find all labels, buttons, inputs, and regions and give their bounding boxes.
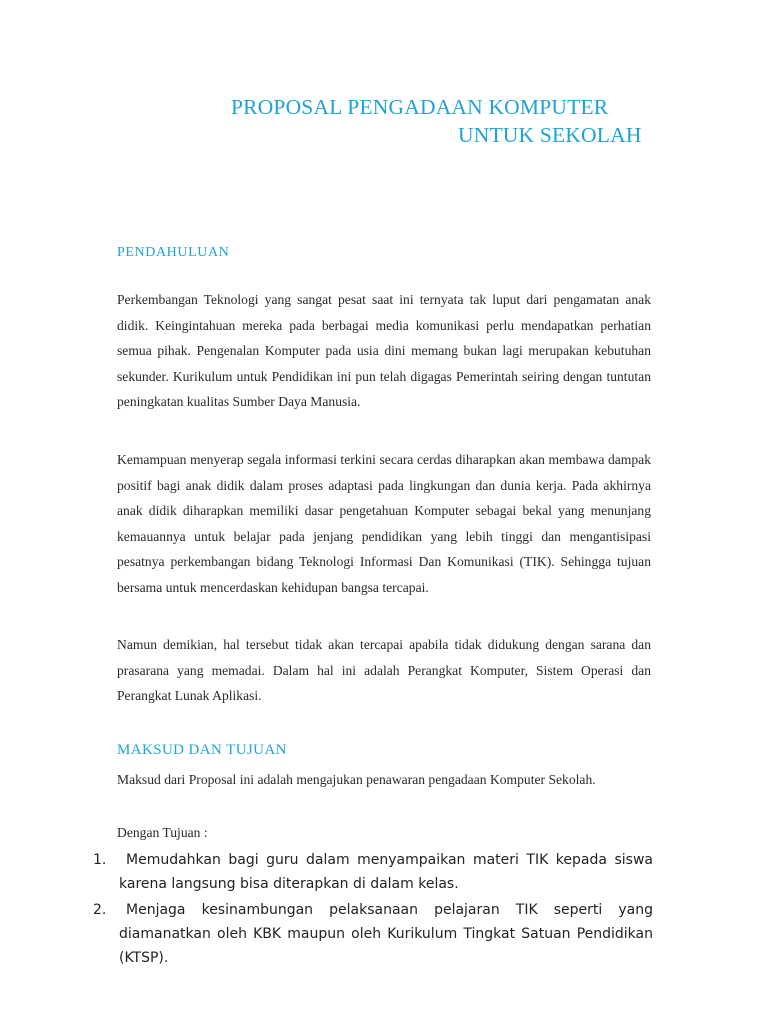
paragraph-pendahuluan-2: Kemampuan menyerap segala informasi terkini secara cerdas diharapkan akan membawa dampak positif bagi anak didik dalam proses adaptasi pada lingkungan dan dunia kerja. Pada akhirnya anak didik diharapkan memiliki dasar pengetahuan Komputer sebagai bekal yang menunjang kemauannya untuk belajar pada jenjang pendidikan yang lebih tinggi dan mengantisipasi pesatnya perkembangan bidang Teknologi Informasi Dan Komunikasi (TIK). Sehingga tujuan bersama untuk mencerdaskan kehidupan bangsa tercapai. (117, 452, 651, 595)
section-heading-pendahuluan: PENDAHULUAN (117, 245, 230, 260)
tujuan-label: Dengan Tujuan : (117, 825, 208, 840)
list-item-text: Menjaga kesinambungan pelaksanaan pelajaran TIK seperti yang diamanatkan oleh KBK maupun oleh Kurikulum Tingkat Satuan Pendidikan (KTSP). (119, 902, 653, 966)
document-title-line-2: UNTUK SEKOLAH (458, 123, 642, 147)
paragraph-pendahuluan-1: Perkembangan Teknologi yang sangat pesat saat ini ternyata tak luput dari pengamatan anak didik. Keingintahuan mereka pada berbagai media komunikasi perlu mendapatkan perhatian semua pihak. Pengenalan Komputer pada usia dini memang bukan lagi merupakan kebutuhan sekunder. Kurikulum untuk Pendidikan ini pun telah digagas Pemerintah seiring dengan tuntutan peningkatan kualitas Sumber Daya Manusia. (117, 292, 651, 410)
list-item-number: 2. (93, 902, 107, 918)
list-item-text: Memudahkan bagi guru dalam menyampaikan materi TIK kepada siswa karena langsung bisa diterapkan di dalam kelas. (119, 852, 653, 892)
document-title-line-1: PROPOSAL PENGADAAN KOMPUTER (231, 95, 609, 119)
paragraph-maksud: Maksud dari Proposal ini adalah mengajukan penawaran pengadaan Komputer Sekolah. (117, 772, 596, 787)
paragraph-pendahuluan-3: Namun demikian, hal tersebut tidak akan tercapai apabila tidak didukung dengan sarana dan prasarana yang memadai. Dalam hal ini adalah Perangkat Komputer, Sistem Operasi dan Perangkat Lunak Aplikasi. (117, 637, 651, 704)
section-heading-maksud-tujuan: MAKSUD DAN TUJUAN (117, 742, 287, 758)
list-item-number: 1. (93, 852, 107, 868)
